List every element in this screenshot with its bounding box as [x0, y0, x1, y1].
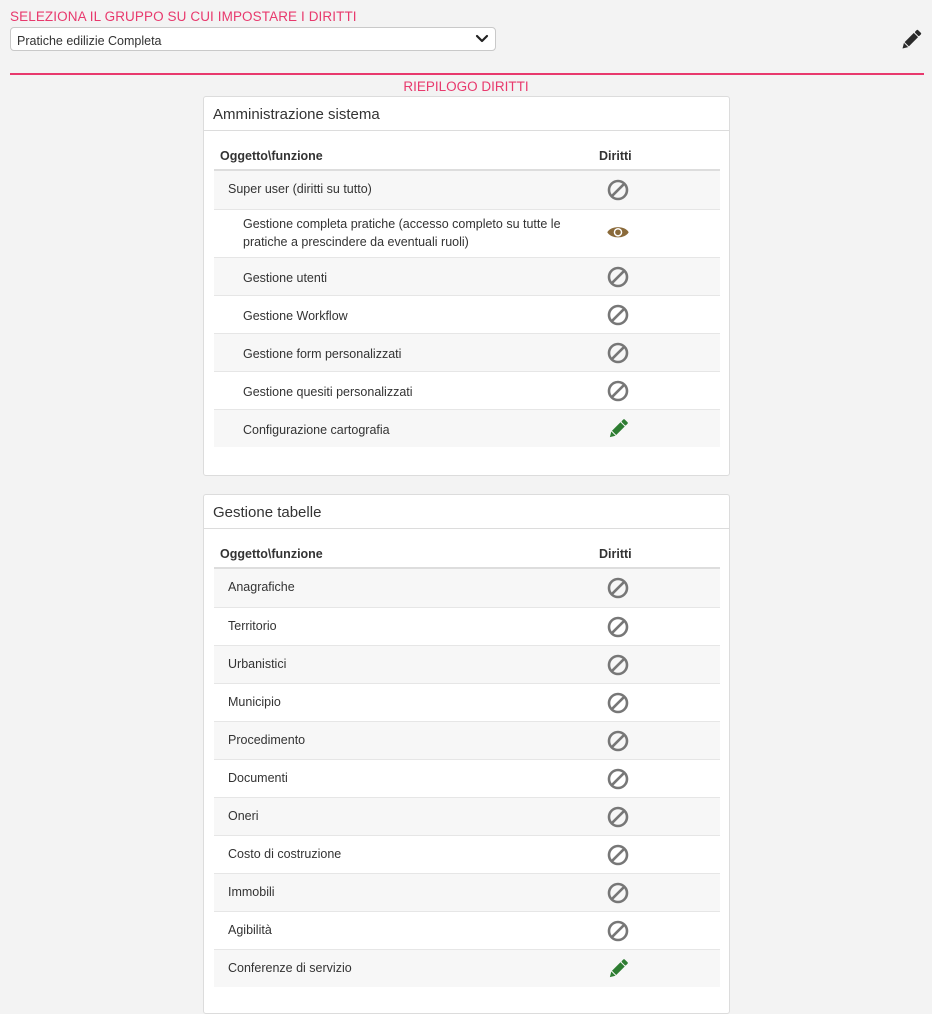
row-label: Municipio — [228, 695, 281, 709]
ban-icon[interactable] — [606, 178, 630, 202]
table-row — [214, 683, 720, 721]
column-header-rights: Diritti — [599, 149, 632, 163]
ban-icon[interactable] — [606, 729, 630, 753]
ban-icon[interactable] — [606, 303, 630, 327]
panel-amministrazione-sistema — [203, 96, 730, 476]
table-row — [214, 257, 720, 295]
row-label: Super user (diritti su tutto) — [228, 182, 372, 196]
column-header-rights: Diritti — [599, 547, 632, 561]
table-row — [214, 759, 720, 797]
table-row — [214, 645, 720, 683]
ban-icon[interactable] — [606, 615, 630, 639]
row-label: Documenti — [228, 771, 288, 785]
row-label: Procedimento — [228, 733, 306, 747]
table-row — [214, 171, 720, 209]
panel-title: Gestione tabelle — [204, 495, 729, 529]
ban-icon[interactable] — [606, 691, 630, 715]
ban-icon[interactable] — [606, 919, 630, 943]
table-row — [214, 797, 720, 835]
row-label: Territorio — [228, 619, 277, 633]
pencil-icon[interactable] — [898, 27, 924, 53]
row-label: Gestione Workflow — [243, 309, 348, 323]
table-row — [214, 409, 720, 447]
row-label: Gestione quesiti personalizzati — [243, 385, 413, 399]
table-row — [214, 721, 720, 759]
ban-icon[interactable] — [606, 265, 630, 289]
row-label: Configurazione cartografia — [243, 423, 390, 437]
ban-icon[interactable] — [606, 653, 630, 677]
row-label: Gestione utenti — [243, 271, 328, 285]
table-row — [214, 607, 720, 645]
pencil-icon[interactable] — [606, 417, 630, 441]
table-row — [214, 295, 720, 333]
table-row — [214, 911, 720, 949]
eye-icon[interactable] — [606, 222, 630, 246]
group-select[interactable] — [10, 27, 496, 51]
ban-icon[interactable] — [606, 341, 630, 365]
table-row — [214, 835, 720, 873]
table-row — [214, 333, 720, 371]
ban-icon[interactable] — [606, 881, 630, 905]
section-divider — [10, 73, 924, 75]
row-label: Gestione form personalizzati — [243, 347, 402, 361]
row-label: Immobili — [228, 885, 275, 899]
column-header-object: Oggetto\funzione — [220, 547, 323, 561]
ban-icon[interactable] — [606, 805, 630, 829]
table-row — [214, 569, 720, 607]
row-label: Costo di costruzione — [228, 847, 342, 861]
row-label: Urbanistici — [228, 657, 287, 671]
rights-table — [214, 529, 720, 987]
column-header-object: Oggetto\funzione — [220, 149, 323, 163]
group-select-value: Pratiche edilizie Completa — [17, 34, 162, 48]
table-row — [214, 949, 720, 987]
row-label: Oneri — [228, 809, 259, 823]
row-label: Anagrafiche — [228, 580, 295, 594]
rights-table — [214, 131, 720, 447]
table-header — [214, 131, 720, 171]
ban-icon[interactable] — [606, 576, 630, 600]
table-row — [214, 873, 720, 911]
ban-icon[interactable] — [606, 843, 630, 867]
row-label: Conferenze di servizio — [228, 961, 352, 975]
pencil-icon[interactable] — [606, 957, 630, 981]
ban-icon[interactable] — [606, 767, 630, 791]
panel-title: Amministrazione sistema — [204, 97, 729, 131]
group-select-label: SELEZIONA IL GRUPPO SU CUI IMPOSTARE I DIRITTI — [10, 9, 357, 24]
ban-icon[interactable] — [606, 379, 630, 403]
chevron-down-icon — [475, 33, 489, 45]
row-label: Gestione completa pratiche (accesso completo su tutte le pratiche a prescindere da eventuali ruoli) — [243, 217, 561, 249]
summary-title: RIEPILOGO DIRITTI — [403, 79, 529, 94]
table-row — [214, 371, 720, 409]
table-header — [214, 529, 720, 569]
panel-gestione-tabelle — [203, 494, 730, 1014]
table-row — [214, 209, 720, 257]
row-label: Agibilità — [228, 923, 272, 937]
